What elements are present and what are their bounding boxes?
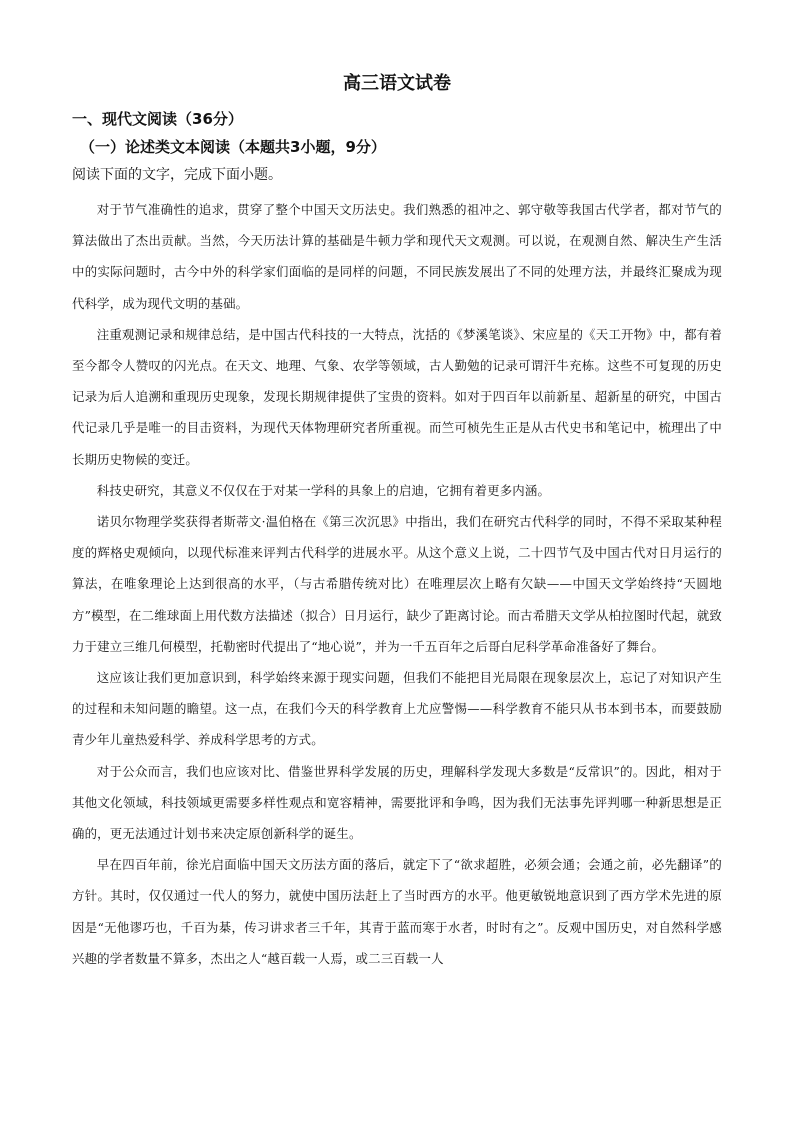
passage-paragraph-7: 早在四百年前，徐光启面临中国天文历法方面的落后，就定下了“欲求超胜，必须会通；会通之前，必先翻译”的方针。其时，仅仅通过一代人的努力，就使中国历法赶上了当时西方的水平。他更敏锐地意识到了西方学术先进的原因是“无他谬巧也，千百为棊，传习讲求者三千年，其青于蓝而寒于水者，时时有之”。反观中国历史，对自然科学感兴趣的学者数量不算多，杰出之人“越百载一人焉，或二三百载一人: [72, 857, 722, 966]
passage-paragraph-2: 注重观测记录和规律总结，是中国古代科技的一大特点，沈括的《梦溪笔谈》、宋应星的《天工开物》中，都有着至今都令人赞叹的闪光点。在天文、地理、气象、农学等领域，古人勤勉的记录可谓汗牛充栋。这些不可复现的历史记录为后人追溯和重现历史现象，发现长期规律提供了宝贵的资料。如对于四百年以前新星、超新星的研究，中国古代记录几乎是唯一的目击资料，为现代天体物理研究者所重视。而竺可桢先生正是从古代史书和笔记中，梳理出了中长期历史物候的变迁。: [72, 326, 722, 467]
subsection-heading: （一）论述类文本阅读（本题共3小题，9分）: [80, 138, 386, 156]
exam-title: 高三语文试卷: [343, 73, 451, 94]
reading-instruction: 阅读下面的文字，完成下面小题。: [72, 167, 282, 183]
passage-paragraph-6: 对于公众而言，我们也应该对比、借鉴世界科学发展的历史，理解科学发现大多数是“反常识”的。因此，相对于其他文化领域，科技领域更需要多样性观点和宽容精神，需要批评和争鸣，因为我们无法事先评判哪一种新思想是正确的，更无法通过计划书来决定原创新科学的诞生。: [72, 763, 722, 842]
reading-passage: [72, 194, 722, 974]
passage-paragraph-3: 科技史研究，其意义不仅仅在于对某一学科的具象上的启迪，它拥有着更多内涵。: [96, 482, 551, 498]
section-heading: 一、现代文阅读（36分）: [72, 110, 243, 128]
passage-paragraph-1: 对于节气准确性的追求，贯穿了整个中国天文历法史。我们熟悉的祖冲之、郭守敬等我国古代学者，都对节气的算法做出了杰出贡献。当然，今天历法计算的基础是牛顿力学和现代天文观测。可以说，在观测自然、解决生产生活中的实际问题时，古今中外的科学家们面临的是同样的问题，不同民族发展出了不同的处理方法，并最终汇聚成为现代科学，成为现代文明的基础。: [72, 202, 722, 311]
passage-paragraph-5: 这应该让我们更加意识到，科学始终来源于现实问题，但我们不能把目光局限在现象层次上，忘记了对知识产生的过程和未知问题的瞻望。这一点，在我们今天的科学教育上尤应警惕——科学教育不能只从书本到书本，而要鼓励青少年儿童热爱科学、养成科学思考的方式。: [72, 670, 722, 748]
passage-paragraph-4: 诺贝尔物理学奖获得者斯蒂文·温伯格在《第三次沉思》中指出，我们在研究古代科学的同时，不得不采取某种程度的辉格史观倾向，以现代标准来评判古代科学的进展水平。从这个意义上说，二十四节气及中国古代对日月运行的算法，在唯象理论上达到很高的水平，（与古希腊传统对比）在唯理层次上略有欠缺——中国天文学始终持“天圆地方”模型，在二维球面上用代数方法描述（拟合）日月运行，缺少了距离讨论。而古希腊天文学从柏拉图时代起，就致力于建立三维几何模型，托勒密时代提出了“地心说”，并为一千五百年之后哥白尼科学革命准备好了舞台。: [72, 514, 722, 654]
